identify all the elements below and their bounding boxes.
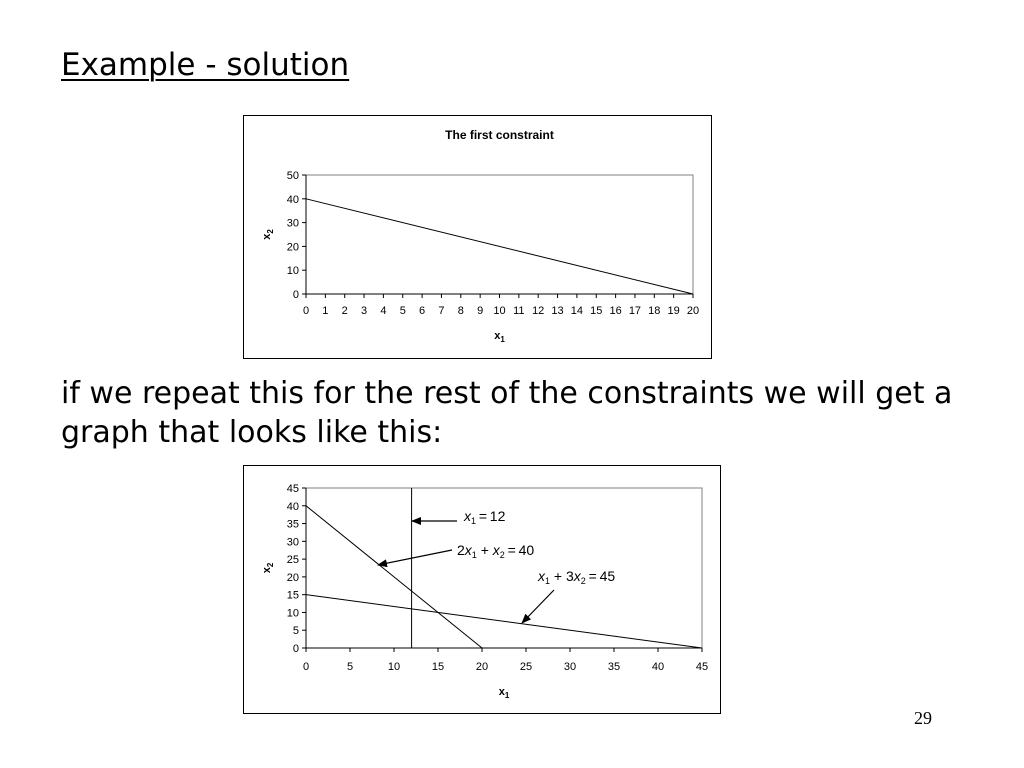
x-tick-label: 30 <box>563 661 577 673</box>
y-axis-label: $x_2$ <box>261 229 275 240</box>
y-tick-label: 20 <box>286 571 299 584</box>
all-constraints-chart <box>243 465 721 714</box>
x-tick-label: 11 <box>513 305 525 317</box>
x-tick-label: 1 <box>322 305 329 317</box>
x-tick-label: 25 <box>519 661 533 673</box>
x-tick-label: 5 <box>399 305 406 317</box>
plot-area <box>306 175 693 294</box>
y-tick-label: 50 <box>286 170 299 182</box>
slide-body-text: if we repeat this for the rest of the constraints we will get a graph that looks like this: <box>61 376 953 450</box>
all-constraints-chart-svg <box>244 466 720 713</box>
x-tick-label: 14 <box>570 305 584 317</box>
x-tick-label: 35 <box>607 661 621 673</box>
y-tick-label: 40 <box>286 500 299 513</box>
x-axis-label: $x_1$ <box>494 330 505 344</box>
chart-title: The first constraint <box>445 128 554 142</box>
x-tick-label: 10 <box>387 661 401 673</box>
first-constraint-chart-svg <box>244 116 711 358</box>
x-tick-label: 20 <box>475 661 489 673</box>
y-tick-label: 30 <box>286 217 299 230</box>
y-tick-label: 35 <box>286 518 299 531</box>
y-tick-label: 45 <box>286 483 299 495</box>
page-number: 29 <box>914 708 932 728</box>
x-tick-label: 8 <box>457 305 464 317</box>
first-constraint-chart <box>243 115 712 359</box>
slide-title: Example - solution <box>61 47 350 83</box>
x-tick-label: 0 <box>302 661 310 673</box>
y-tick-label: 0 <box>292 289 299 301</box>
x-tick-label: 7 <box>438 305 445 317</box>
y-tick-label: 5 <box>292 625 299 638</box>
y-tick-label: 25 <box>286 554 299 567</box>
x-tick-label: 15 <box>590 305 603 317</box>
x-tick-label: 13 <box>551 305 564 317</box>
y-tick-label: 15 <box>286 589 299 602</box>
x-tick-label: 0 <box>302 305 310 317</box>
x-axis-label: $x_1$ <box>498 686 510 700</box>
x-tick-label: 45 <box>695 661 709 673</box>
x-tick-label: 6 <box>419 305 426 317</box>
x-tick-label: 20 <box>686 305 700 317</box>
x-tick-label: 9 <box>477 305 484 317</box>
x-tick-label: 16 <box>609 305 622 317</box>
y-tick-label: 40 <box>286 193 299 206</box>
y-tick-label: 0 <box>292 643 299 655</box>
x-tick-label: 2 <box>341 305 348 317</box>
y-tick-label: 10 <box>286 265 299 278</box>
annotation-2x1-plus-x2-equals-40: $2x_1 + x_2 = 40$ <box>457 542 535 560</box>
x-tick-label: 5 <box>346 661 354 673</box>
x-tick-label: 3 <box>360 305 368 317</box>
x-tick-label: 19 <box>667 305 680 317</box>
y-tick-label: 20 <box>286 241 299 254</box>
x-tick-label: 4 <box>380 305 387 317</box>
x-tick-label: 40 <box>651 661 665 673</box>
y-tick-label: 30 <box>286 536 299 549</box>
x-tick-label: 17 <box>628 305 642 317</box>
x-tick-label: 18 <box>648 305 661 317</box>
y-axis-label: $x_2$ <box>261 562 275 574</box>
annotation-x1-plus-3x2-equals-45: $x_1 + 3x_2 = 45$ <box>538 568 616 586</box>
x-tick-label: 10 <box>493 305 506 317</box>
y-tick-label: 10 <box>286 607 299 620</box>
x-tick-label: 12 <box>532 305 545 317</box>
annotation-x1-equals-12: $x_1 = 12$ <box>464 508 506 526</box>
x-tick-label: 15 <box>431 661 445 673</box>
